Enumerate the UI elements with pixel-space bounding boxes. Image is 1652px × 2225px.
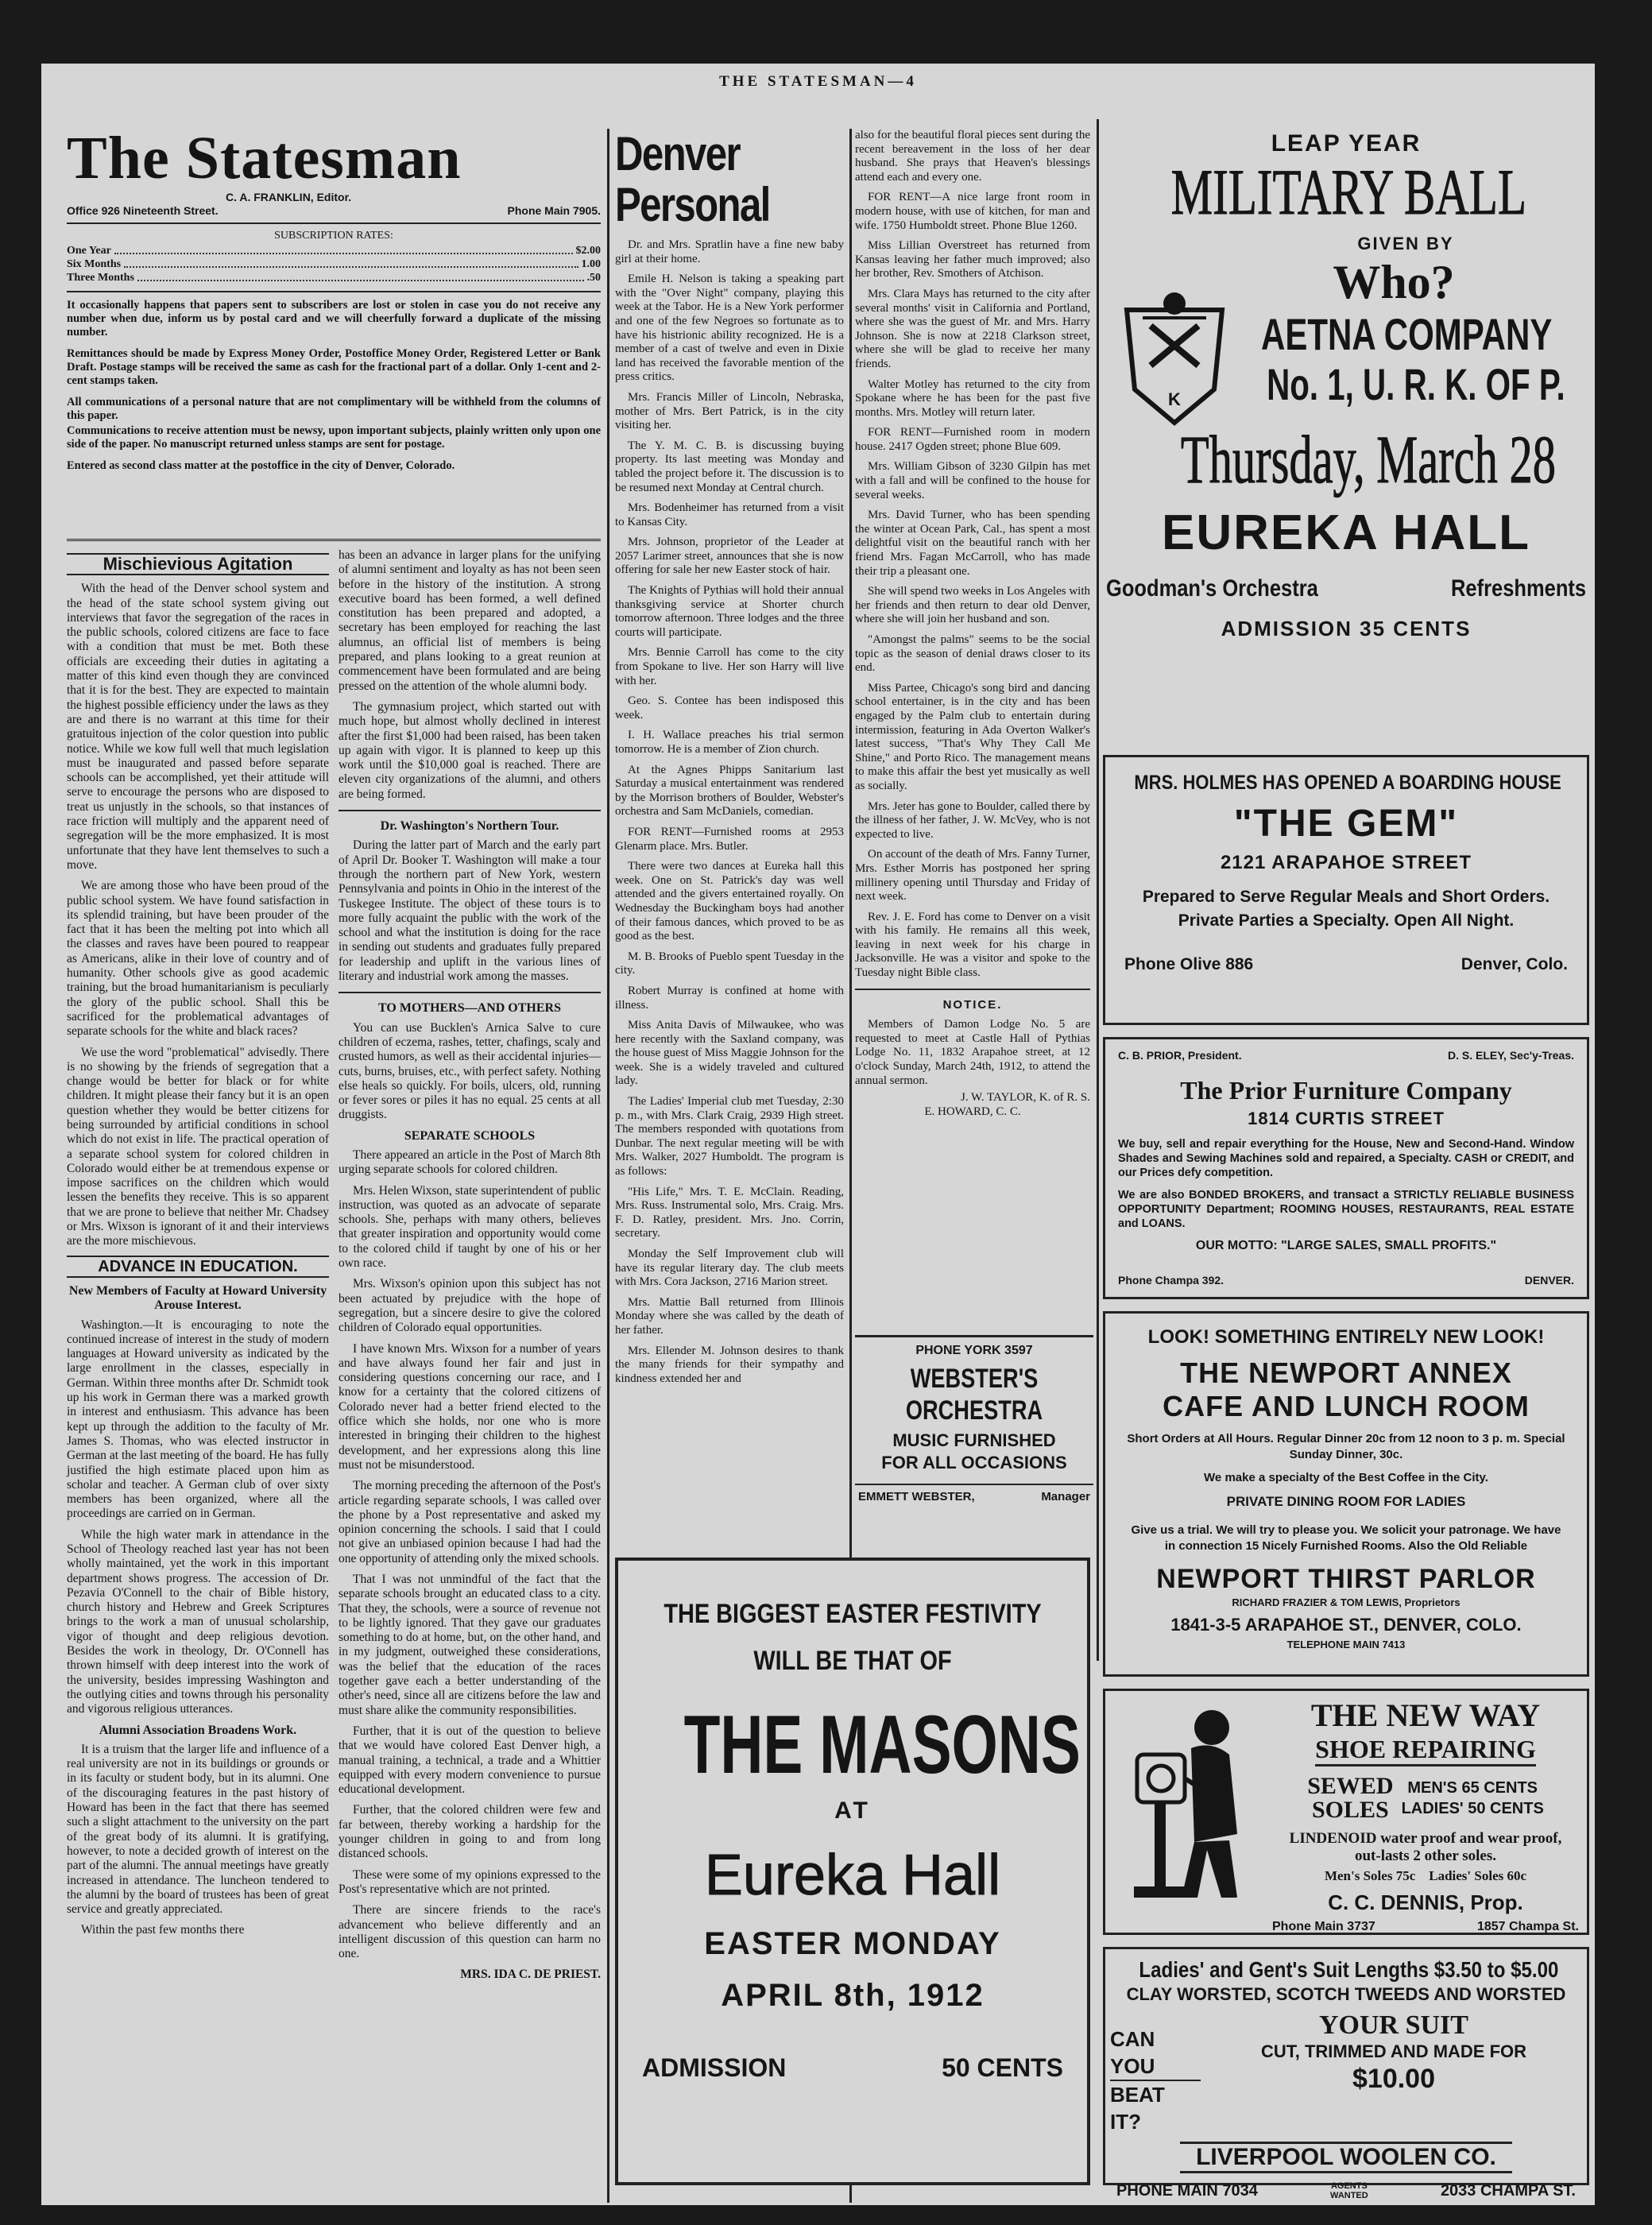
ad-emblem [1119, 286, 1230, 429]
ad-line: AT [834, 1797, 871, 1824]
personal-item: Mrs. David Turner, who has been spending the winter at Ocean Park, Cal., has spent a most delightful visit on the beautiful ranch with her friend Mrs. Fagan McCarroll, who has made their trip a pleasant one. [855, 509, 1090, 578]
column-rule [1097, 119, 1099, 1661]
ad-refreshments: Refreshments [1450, 575, 1586, 602]
ad-soles-label [1307, 1774, 1393, 1822]
ad-line: WILL BE THAT OF [753, 1646, 952, 1676]
personal-item: Mrs. Johnson, proprietor of the Leader at 2057 Larimer street, announces that she is now offering for sale her new Easter stock of hair. [615, 536, 844, 577]
ad-line: GIVEN BY [1357, 234, 1454, 253]
ad-text: Give us a trial. We will try to please you. We solicit your patronage. We have in connection 15 Nicely Furnished Rooms. Also the Old Reliable [1131, 1523, 1561, 1553]
ad-line: FOR ALL OCCASIONS [881, 1453, 1067, 1472]
personal-item: Mrs. Mattie Ball returned from Illinois Monday where she was called by the death of her father. [615, 1295, 844, 1337]
ad-phone: TELEPHONE MAIN 7413 [1286, 1639, 1406, 1650]
divider [339, 992, 601, 993]
personal-item: M. B. Brooks of Pueblo spent Tuesday in the city. [615, 950, 844, 977]
ad-venue: EUREKA HALL [1161, 505, 1531, 560]
ad-title: WEBSTER'S [910, 1364, 1039, 1394]
personal-item: Mrs. Bennie Carroll has come to the city from Spokane to live. Her son Harry will live with her. [615, 646, 844, 687]
personal-item: Walter Motley has returned to the city from Spokane where he has been for the past five months. Mrs. Motley will return later. [855, 377, 1090, 419]
personal-item: FOR RENT—A nice large front room in modern house, with use of kitchen, for man and wife. 1750 Humboldt street. Phone Blue 1260. [855, 191, 1090, 232]
ad-headline: NEWPORT THIRST PARLOR [1156, 1564, 1536, 1594]
notice-signature: J. W. TAYLOR, K. of R. S. [960, 1091, 1090, 1105]
personal-item: also for the beautiful floral pieces sent during the recent bereavement in the loss of her dear husband. She prays that Heaven's blessings attend each and every one. [855, 129, 1090, 184]
ad-address: 2033 CHAMPA ST. [1440, 2181, 1576, 2200]
article-paragraph: has been an advance in larger plans for the unifying of alumni sentiment and loyalty as has not been seen before in the history of the institution. A strong executive board has been formed, a well defined constitution has been prepared and adopted, a secretary has been employed for reaching the last alumnus, an official list of members is being prepared, and plans looking to a great reunion at commencement have been formulated and are being pressed on the attention of the whole alumni body. [339, 548, 601, 693]
article-signature: MRS. IDA C. DE PRIEST. [460, 1968, 601, 1982]
article-subheading: Dr. Washington's Northern Tour. [380, 819, 559, 834]
ad-line: No. 1, U. R. K. OF P. [1267, 359, 1565, 409]
personal-item: Miss Lillian Overstreet has returned from Kansas leaving her father much improved; also her brother, Rev. Smothers of Atchison. [855, 239, 1090, 281]
ad-text: LINDENOID water proof and wear proof, out-lasts 2 other soles. [1289, 1830, 1562, 1864]
newspaper-page [41, 64, 1595, 2205]
ad-line: AETNA COMPANY [1261, 309, 1553, 359]
personal-item: At the Agnes Phipps Sanitarium last Saturday a musical entertainment was rendered by the Morrison brothers of Boulder, Webster's orchestra and Sam McDaniels, comedian. [615, 763, 844, 818]
ad-soles-prices [1402, 1778, 1544, 1819]
article-heading: ADVANCE IN EDUCATION. [67, 1256, 329, 1278]
ad-agents: AGENTS WANTED [1330, 2181, 1368, 2200]
ad-line: LOOK! SOMETHING ENTIRELY NEW LOOK! [1147, 1326, 1545, 1348]
article-heading: Mischievious Agitation [67, 553, 329, 575]
article-paragraph: These were some of my opinions expressed to the Post's representative which are not printed. [339, 1867, 601, 1896]
ad-the-gem [1103, 755, 1589, 1025]
ad-headline: "THE GEM" [1233, 803, 1459, 845]
article-subheading: Alumni Association Broadens Work. [99, 1723, 297, 1737]
article-paragraph: I have known Mrs. Wixson for a number of years and have always found her fair and just in considering questions concerning our race, and I know for a certainty that the colored citizens of Colorado never had a better friend elected to the office which she holds, nor one who is more interested in bringing their children to the highest development, and her expressions along this line must not be misunderstood. [339, 1341, 601, 1472]
ad-headline: YOUR SUIT [1319, 2010, 1468, 2040]
cobbler-icon [1118, 1699, 1253, 1913]
ad-footer [1118, 1274, 1574, 1287]
ad-text: We are also BONDED BROKERS, and transact a STRICTLY RELIABLE BUSINESS OPPORTUNITY Department; ROOMING HOUSES, RESTAURANTS, REAL ESTATE and LOANS. [1118, 1189, 1574, 1230]
personal-item: Miss Anita Davis of Milwaukee, who was here recently with the Saxland company, was the house guest of Miss Maggie Johnson for the week. She is a widely traveled and cultured lady. [615, 1019, 844, 1088]
rate-row [67, 244, 601, 257]
ad-phone: PHONE MAIN 7034 [1116, 2181, 1258, 2200]
column-1 [67, 548, 329, 2201]
ad-line: MRS. HOLMES HAS OPENED A BOARDING HOUSE [1134, 772, 1561, 794]
ad-footer [1124, 955, 1568, 974]
ad-text: CUT, TRIMMED AND MADE FOR [1260, 2041, 1527, 2061]
rate-row [67, 271, 601, 284]
ad-text: LADIES' 50 CENTS [1401, 1800, 1544, 1817]
ad-text: Short Orders at All Hours. Regular Dinner 20c from 12 noon to 3 p. m. Special Sunday Dinner, 30c. [1127, 1432, 1565, 1461]
column-2 [339, 548, 601, 2201]
rates-heading: SUBSCRIPTION RATES: [274, 230, 393, 242]
knights-pythias-icon [1119, 286, 1230, 429]
ad-address: 2121 ARAPAHOE STREET [1220, 852, 1472, 873]
article-subheading: New Members of Faculty at Howard University Arouse Interest. [68, 1283, 327, 1313]
office-phone: Phone Main 7905. [507, 204, 601, 217]
divider [339, 810, 601, 811]
ad-motto: OUR MOTTO: "LARGE SALES, SMALL PROFITS." [1195, 1239, 1497, 1252]
masthead-notice: It occasionally happens that papers sent to subscribers are lost or stolen in case you do not receive any number when due, inform us by postal card and we will cheerfully forward a duplicate of the missing number. [67, 299, 601, 339]
ad-price: $10.00 [1352, 2064, 1435, 2094]
personal-item: Rev. J. E. Ford has come to Denver on a visit with his family. He remains all this week, leaving in next week for his charge in Jacksonville. He was a visitor and spoke to the Tuesday night Bible class. [855, 910, 1090, 980]
column-3 [615, 129, 844, 1575]
ad-proprietor: C. C. DENNIS, Prop. [1328, 1890, 1523, 1914]
ad-shoe-repairing [1103, 1689, 1589, 1935]
ad-text: MEN'S 65 CENTS [1407, 1779, 1538, 1797]
divider [67, 291, 601, 292]
ad-phone: Phone Olive 886 [1124, 955, 1254, 973]
ad-line: LEAP YEAR [1271, 130, 1422, 157]
personal-item: "His Life," Mrs. T. E. McClain. Reading, Mrs. Russ. Instrumental solo, Mrs. Craig. Mrs. F. D. Ratley, president. Mrs. Jno. Corrin, secretary. [615, 1185, 844, 1240]
divider [67, 222, 601, 224]
personal-item: Mrs. William Gibson of 3230 Gilpin has met with a fall and will be confined to the house for several weeks. [855, 460, 1090, 501]
rate-row [67, 257, 601, 271]
personal-item: FOR RENT—Furnished room in modern house. 2417 Ogden street; phone Blue 609. [855, 426, 1090, 453]
notice-signature: E. HOWARD, C. C. [924, 1105, 1021, 1118]
ad-title: ORCHESTRA [905, 1395, 1043, 1426]
svg-text:K: K [1168, 389, 1181, 409]
editor-name: C. A. FRANKLIN, Editor. [226, 191, 352, 203]
office-address: Office 926 Nineteenth Street. [67, 204, 219, 217]
ad-text: SEWED [1307, 1773, 1394, 1799]
ad-webster-orchestra [855, 1335, 1093, 1534]
rate-term: Six Months [67, 258, 122, 270]
personal-item: Mrs. Francis Miller of Lincoln, Nebraska, mother of Mrs. Bert Patrick, is in the city visiting her. [615, 390, 844, 432]
ad-liverpool-woolen [1103, 1947, 1589, 2200]
rate-price: 1.00 [581, 258, 601, 270]
masthead-notice: All communications of a personal nature that are not complimentary will be withheld from the columns of this paper. [67, 396, 601, 422]
ad-city: Denver, Colo. [1460, 955, 1568, 973]
ad-admission-label: ADMISSION [642, 2053, 787, 2082]
article-paragraph: Mrs. Helen Wixson, state superintendent of public instruction, was quoted as an advocate of separate schools. She, perhaps with many others, believes that greater inspiration and opportunity would come to the colored child if taught by one of his or her own race. [339, 1183, 601, 1271]
ad-line: PRIVATE DINING ROOM FOR LADIES [1226, 1494, 1466, 1509]
ad-text: CAN YOU [1110, 2026, 1201, 2081]
ad-footer [855, 1484, 1093, 1503]
office-line [67, 204, 601, 218]
ad-admission [618, 2053, 1087, 2083]
ad-military-ball [1103, 119, 1589, 771]
article-paragraph: That I was not unmindful of the fact that the separate schools brought an educated class to a city. That they, the schools, were a source of revenue not to be lightly ignored. That they gave our graduates something to do at home, but, on the other hand, and in my judgment, outweighed these considerations, was the belief that the education of the races together gave each a better understanding of the other's need, since all are citizens before the law and must share alike the community responsibilities. [339, 1573, 601, 1717]
article-paragraph: We use the word "problematical" advisedly. There is no showing by the friends of segregation that a change would be better for black or for white children. It might please their fancy but it is an open question whether they would be better citizens for being surrounded by artificial conditions in school which do not exist in life. The practical operation of a separate school system for colored children in Colorado would either be at tremendous expense or impose sacrifices on the children which would lessen the benefits they receive. This is so apparent that we are prone to believe that neither Mr. Chadsey or Mrs. Wixson is ignorant of it and their interviews are the more mischievous. [67, 1045, 329, 1248]
ad-prior-furniture [1103, 1037, 1589, 1299]
ad-body [1105, 2010, 1587, 2135]
ad-headline: SHOE REPAIRING [1315, 1734, 1536, 1766]
article-paragraph: There appeared an article in the Post of March 8th urging separate schools for colored children. [339, 1147, 601, 1177]
article-paragraph: Further, that the colored children were few and far between, thereby working a hardship for the younger children in going to and from long distanced schools. [339, 1803, 601, 1861]
ad-text: Prepared to Serve Regular Meals and Short Orders. Private Parties a Specialty. Open All Night. [1142, 888, 1550, 930]
article-paragraph: The morning preceding the afternoon of the Post's article regarding separate schools, I was called over the phone by a Post representative and asked my opinion concerning the schools. I said that I could not give an unbiased opinion because I had had the one opportunity of attending only the mixed schools. [339, 1479, 601, 1565]
article-paragraph: Washington.—It is encouraging to note the continued increase of interest in the study of modern languages at Howard university as indicated by the large enrollment in the classes, especially in German. Within three months after Dr. Schmidt took up his work in German there was a marked growth in interest and enthusiasm. This advance has been kept up through the addition to the faculty of Mr. James S. Thomas, who was elected instructor in German at the last meeting of the board. He has fully justified the high estimate placed upon him as scholar and teacher. A German club of over sixty members has been organized, where all the proceedings are carried on in German. [67, 1318, 329, 1521]
personal-item: Dr. and Mrs. Spratlin have a fine new baby girl at their home. [615, 238, 844, 265]
ad-company: LIVERPOOL WOOLEN CO. [1180, 2142, 1512, 2173]
rate-term: Three Months [67, 272, 134, 284]
ad-text: We make a specialty of the Best Coffee in the City. [1204, 1471, 1488, 1484]
article-paragraph: The gymnasium project, which started out with much hope, but almost wholly declined in interest after the first $1,000 had been raised, has been taken up again with vigor. It is planned to keep up this work until the $10,000 goal is reached. There are eleven city organizations of the alumni, and others are being formed. [339, 699, 601, 801]
personal-item: Monday the Self Improvement club will have its regular literary day. The club meets with Mrs. Cora Jackson, 2716 Marion street. [615, 1248, 844, 1289]
article-paragraph: With the head of the Denver school system and the head of the state school system giving out interviews that favor the segregation of the races in the public schools, colored citizens are face to face with a condition that must be met. Both these officials are exceeding their duties in agitating a matter of this kind even though they are convinced that it is for the best. They are expected to maintain the highest possible efficiency under the laws as they are and there is no warrant at this time for their gratuitous injection of the color question into public notice. While we kow full well that much legislation must be inaugurated and passed before separate schools can be accomplished, yet their attitude will serve to encourage the persons who are disposed to treat us unjustly in the schools, so that instances of race friction will multiply and the apparent need of segregation will be the more emphasized. It is most unfortunate that they have lent themselves to such a move. [67, 582, 329, 872]
rates-table [67, 244, 601, 284]
ad-phone: PHONE YORK 3597 [915, 1344, 1033, 1357]
article-paragraph: You can use Bucklen's Arnica Salve to cure children of eczema, rashes, tetter, chafings, scaly and crusted humors, as well as their accidental injuries—cuts, burns, bruises, etc., with perfect safety. Nothing else heals so quickly. For boils, ulcers, old, running or fever sores or piles it has no equal. 25 cents at all druggists. [339, 1020, 601, 1122]
notice-heading: NOTICE. [942, 997, 1003, 1012]
ad-address: 1841-3-5 ARAPAHOE ST., DENVER, COLO. [1170, 1615, 1522, 1635]
personal-item: Mrs. Clara Mays has returned to the city after several months' visit in California and Portland, where she was the guest of Mr. and Mrs. Harry Johnson. She is now at 2218 Clarkson street, where she will be glad to receive her many friends. [855, 287, 1090, 370]
ad-text: BEAT IT? [1110, 2083, 1165, 2134]
personal-item: Mrs. Jeter has gone to Boulder, called there by the illness of her father, J. W. McVey, who is not expected to live. [855, 799, 1090, 841]
personal-item: Geo. S. Contee has been indisposed this week. [615, 695, 844, 722]
ad-line: CLAY WORSTED, SCOTCH TWEEDS AND WORSTED [1126, 1984, 1566, 2004]
personal-item: The Knights of Pythias will hold their annual thanksgiving service at Shorter church tomorrow afternoon. Three lodges and the three courts will participate. [615, 584, 844, 639]
masthead-title: The Statesman [67, 125, 462, 192]
personal-item: Mrs. Ellender M. Johnson desires to thank the many friends for their sympathy and kindness extended her and [615, 1344, 844, 1385]
personal-item: Robert Murray is confined at home with illness. [615, 984, 844, 1012]
ad-officers [1118, 1049, 1574, 1062]
ad-text: Men's Soles 75c Ladies' Soles 60c [1324, 1868, 1527, 1883]
masthead-notice: Entered as second class matter at the postoffice in the city of Denver, Colorado. [67, 459, 455, 472]
ad-line: THE BIGGEST EASTER FESTIVITY [664, 1599, 1042, 1629]
personal-item: I. H. Wallace preaches his trial sermon tomorrow. He is a member of Zion church. [615, 729, 844, 756]
ad-venue: Eureka Hall [704, 1844, 1001, 1907]
personal-item: Miss Partee, Chicago's song bird and dancing school entertainer, is in the city and has been engaged by the Palm club to entertain during intermission, featuring in Ada Overton Walker's latest success, "That's Why They Call Me Shine," and Porto Rico. The management means to make this affair the best yet musically as well as socially. [855, 681, 1090, 792]
ad-address: 1814 CURTIS STREET [1248, 1109, 1445, 1128]
masthead-notice: Remittances should be made by Express Money Order, Postoffice Money Order, Registered Letter or Bank Draft. Postage stamps will be received the same as cash for the fractional part of a dollar. Only 1-cent and 2-cent stamps taken. [67, 347, 601, 387]
ad-text: We buy, sell and repair everything for the House, New and Second-Hand. Window Shades and Sewing Machines sold and repaired, a Specialty. CASH or CREDIT, and our Prices defy competition. [1118, 1138, 1574, 1179]
ad-newport-annex [1103, 1311, 1589, 1677]
notice-text: Members of Damon Lodge No. 5 are requested to meet at Castle Hall of Pythias Lodge No. 11, 1832 Arapahoe street, at 12 o'clock Sunday, March 24th, 1912, to attend the annual sermon. [855, 1018, 1090, 1087]
column-4 [855, 129, 1090, 1329]
ad-masons-easter [615, 1558, 1090, 2185]
masthead-notice: Communications to receive attention must be newsy, upon important subjects, plainly written only upon one side of the paper. No manuscript returned unless stamps are sent for postage. [67, 424, 601, 451]
article-paragraph: While the high water mark in attendance in the School of Theology reached last year has not been wholly maintained, yet the work in this important department shows progress. The accession of Dr. Pezavia O'Connell to the chair of Bible history, church history and Hebrew and Greek Scriptures brings to the work a man of unusual scholarship, vigor of thought and deep religious devotion. Besides the work in theology, Dr. O'Connell has thrown himself with deep interest into the work of the university, besides impressing Washington and the outlying cities and towns through his personality and vigorous religious utterances. [67, 1527, 329, 1716]
masthead [67, 127, 601, 540]
personal-item: The Ladies' Imperial club met Tuesday, 2:30 p. m., with Mrs. Clark Craig, 2939 High street. The members responded with quotations from Dunbar. The next regular meeting will be with Mrs. Walker, 2027 Humboldt. The program is as follows: [615, 1095, 844, 1178]
ad-date: Thursday, March 28 [1180, 421, 1556, 497]
ad-body [1264, 1697, 1587, 1934]
article-paragraph: Mrs. Wixson's opinion upon this subject has not been actuated by prejudice with the hope of segregation, but a sincere desire to give the colored children of Colorado equal opportunities. [339, 1277, 601, 1335]
ad-phone: Phone Main 3737 [1272, 1920, 1375, 1933]
article-subheading: SEPARATE SCHOOLS [404, 1128, 536, 1143]
ad-secretary: D. S. ELEY, Sec'y-Treas. [1448, 1049, 1574, 1062]
article-paragraph: During the latter part of March and the early part of April Dr. Booker T. Washington will make a tour through the northern part of New York, western Pennsylvania and points in Ohio in the interest of the Tuskegee Institute. The object of these tours is to more fully acquaint the public with the work of the school and what the institution is doing for the race in sending out students and graduates fully prepared for leadership and uplift in the various lines of literary and industrial work among the masses. [339, 838, 601, 984]
article-paragraph: We are among those who have been proud of the public school system. We have found satisfaction in its splendid training, but have been prouder of the fact that it has been the melting pot into which all the classes and raves have been poured to reappear as Americans, alike in their love of country and of humanity. Other schools give as good academic training, but the broad humanitarianism is peculiarly the glory of the public school. Shall this be sacrificed for the problematical advantages of separate schools for the white and black races? [67, 879, 329, 1039]
ad-orchestra: Goodman's Orchestra [1106, 575, 1318, 602]
ad-footer [1116, 2181, 1576, 2200]
personal-item: The Y. M. C. B. is discussing buying property. Its last meeting was Monday and tabled the project before it. The discussion is to be resumed next Monday at Central church. [615, 439, 844, 494]
ad-line: APRIL 8th, 1912 [721, 1978, 985, 2013]
column-rule [607, 129, 609, 2203]
ad-phone: Phone Champa 392. [1118, 1274, 1224, 1287]
article-paragraph: There are sincere friends to the race's advancement who believe differently and an intelligent discussion of this question can harm no one. [339, 1903, 601, 1961]
personal-item: FOR RENT—Furnished rooms at 2953 Glenarm place. Mrs. Butler. [615, 825, 844, 853]
personal-item: She will spend two weeks in Los Angeles with her friends and then return to dear old Denver, where she will join her husband and son. [855, 585, 1090, 626]
ad-line: Who? [1333, 256, 1455, 308]
ad-headline: THE NEW WAY [1310, 1697, 1541, 1733]
article-paragraph: Within the past few months there [81, 1923, 245, 1937]
personal-item: There were two dances at Eureka hall this week. One on St. Patrick's day was well attended and the givers entertained royally. On Wednesday the Buckingham boys had another of their famous dances, which proved to be as good as the best. [615, 860, 844, 943]
personal-item: On account of the death of Mrs. Fanny Turner, Mrs. Esther Morris has postponed her spring millinery opening until Thursday and Friday of next week. [855, 848, 1090, 904]
divider [855, 989, 1090, 990]
ad-city: DENVER. [1524, 1274, 1574, 1287]
article-subheading: TO MOTHERS—AND OTHERS [378, 1001, 561, 1016]
ad-headline: CAFE AND LUNCH ROOM [1163, 1390, 1530, 1422]
ad-headline: THE MASONS [683, 1699, 1081, 1791]
rate-price: $2.00 [575, 245, 601, 257]
ad-admission-price: 50 CENTS [942, 2053, 1063, 2082]
ad-headline: The Prior Furniture Company [1180, 1076, 1512, 1105]
ad-line [1103, 575, 1589, 602]
article-paragraph: It is a truism that the larger life and influence of a real university are not in its buildings or grounds or in its faculty or student body, but in its alumni. One of the discouraging features in the past history of Howard has been in the fact that there has seemed such a slight attachment to the university on the part of the great body of its alumni. It is gratifying, however, to note a decided growth of interest on the part of the alumni. The annual meetings have greatly increased in attendance. The luncheon tendered to the alumni by the board of trustees has been of great service and greatly appreciated. [67, 1742, 329, 1917]
ad-admission: ADMISSION 35 CENTS [1221, 617, 1472, 640]
personal-item: Emile H. Nelson is taking a speaking part with the "Over Night" company, playing this week at the Tabor. He is a New York performer and one of the few Negroes so fortunate as to have his histrionic ability recognized. He is a member of a cast of twelve and even in Dixie land has received the favorable mention of the press critics. [615, 273, 844, 384]
masthead-bottom-rule [67, 539, 601, 541]
ad-text: SOLES [1312, 1797, 1389, 1823]
running-head: THE STATESMAN—4 [719, 73, 917, 90]
ad-challenge [1105, 2010, 1201, 2135]
ad-footer [1272, 1920, 1579, 1934]
ad-offer [1201, 2010, 1587, 2135]
ad-president: C. B. PRIOR, President. [1118, 1049, 1242, 1062]
ad-text: RICHARD FRAZIER & TOM LEWIS, Proprietors [1232, 1596, 1460, 1608]
ad-address: 1857 Champa St. [1476, 1920, 1579, 1933]
ad-role: Manager [1041, 1490, 1090, 1503]
ad-line: EASTER MONDAY [704, 1926, 1001, 1961]
personal-item: Mrs. Bodenheimer has returned from a visit to Kansas City. [615, 501, 844, 528]
ad-headline: MILITARY BALL [1170, 156, 1527, 228]
rate-price: .50 [586, 272, 601, 284]
personal-item: "Amongst the palms" seems to be the social topic as the season of denial draws closer to its end. [855, 633, 1090, 675]
ad-prices [1264, 1774, 1587, 1822]
section-heading: Denver Personal [615, 127, 770, 231]
ad-person: EMMETT WEBSTER, [858, 1490, 975, 1503]
ad-illustration [1118, 1699, 1253, 1913]
ad-headline: THE NEWPORT ANNEX [1180, 1356, 1512, 1389]
ad-line: MUSIC FURNISHED [892, 1430, 1056, 1450]
article-paragraph: Further, that it is out of the question to believe that we would have colored East Denver high, a manual training, a technical, a trade and a Whittier equipped with every modern convenience to pursue educational development. [339, 1724, 601, 1797]
rate-term: One Year [67, 245, 111, 257]
ad-line: Ladies' and Gent's Suit Lengths $3.50 to $5.00 [1139, 1957, 1559, 1982]
